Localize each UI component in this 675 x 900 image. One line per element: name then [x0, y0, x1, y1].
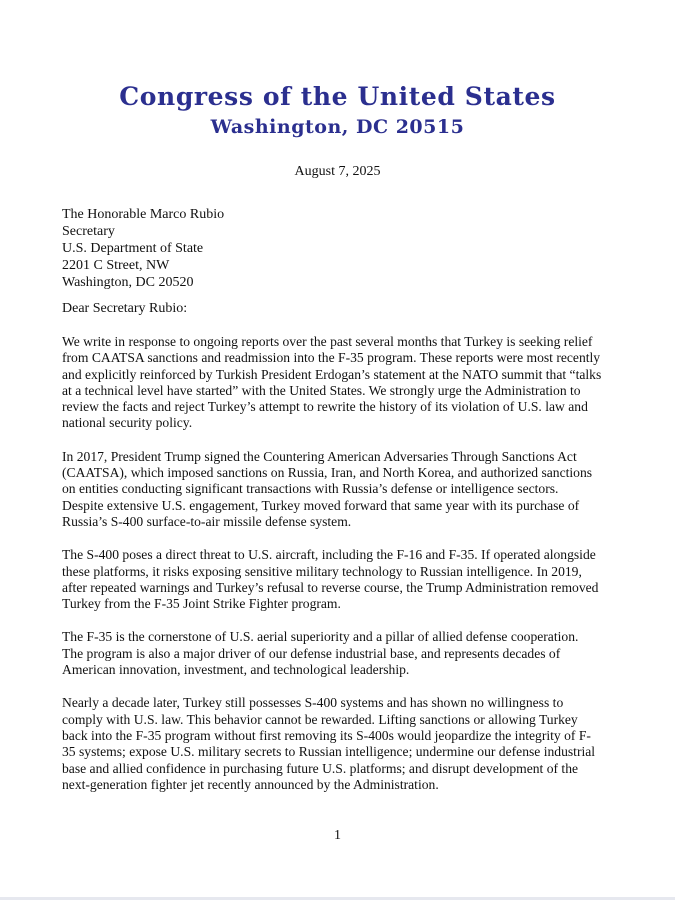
letterhead-subtitle: Washington, DC 20515	[210, 116, 465, 138]
body-paragraph: The S-400 poses a direct threat to U.S. aircraft, including the F-16 and F-35. If operated alongside these platforms, it risks exposing sensitive military technology to Russian intelligence. In 2019, after repeated warnings and Turkey’s refusal to reverse course, the Trump Administration removed Turkey from the F-35 Joint Strike Fighter program.	[62, 547, 599, 612]
body-paragraph: We write in response to ongoing reports over the past several months that Turkey is seeking relief from CAATSA sanctions and readmission into the F-35 program. These reports were most recently and explicitly reinforced by Turkish President Erdogan’s statement at the NATO summit that “talks at a technical level have started” with the United States. We strongly urge the Administration to review the facts and reject Turkey’s attempt to rewrite the history of its violation of U.S. law and national security policy.	[62, 334, 602, 431]
salutation: Dear Secretary Rubio:	[62, 301, 188, 316]
recipient-title: Secretary	[62, 224, 115, 239]
recipient-street: 2201 C Street, NW	[62, 258, 170, 273]
recipient-name: The Honorable Marco Rubio	[62, 207, 225, 222]
recipient-department: U.S. Department of State	[62, 241, 204, 256]
letterhead	[0, 80, 675, 140]
recipient-address	[62, 206, 224, 291]
recipient-city: Washington, DC 20520	[62, 275, 194, 290]
letter-date: August 7, 2025	[294, 164, 381, 179]
letterhead-title: Congress of the United States	[119, 82, 556, 111]
letter-body	[62, 334, 602, 810]
page-number: 1	[334, 828, 341, 843]
body-paragraph: The F-35 is the cornerstone of U.S. aerial superiority and a pillar of allied defense cooperation. The program is also a major driver of our defense industrial base, and represents decades of American innovation, investment, and technological leadership.	[62, 629, 579, 678]
body-paragraph: Nearly a decade later, Turkey still possesses S-400 systems and has shown no willingness to comply with U.S. law. This behavior cannot be rewarded. Lifting sanctions or allowing Turkey back into the F-35 program without first removing its S-400s would jeopardize the integrity of F-35 systems; expose U.S. military secrets to Russian intelligence; undermine our defense industrial base and allied confidence in purchasing future U.S. platforms; and disrupt development of the next-generation fighter jet recently announced by the Administration.	[62, 695, 596, 792]
body-paragraph: In 2017, President Trump signed the Countering American Adversaries Through Sanctions Act (CAATSA), which imposed sanctions on Russia, Iran, and North Korea, and authorized sanctions on entities conducting significant transactions with Russia’s defense or intelligence sectors. Despite extensive U.S. engagement, Turkey moved forward that same year with its purchase of Russia’s S-400 surface-to-air missile defense system.	[62, 448, 593, 529]
